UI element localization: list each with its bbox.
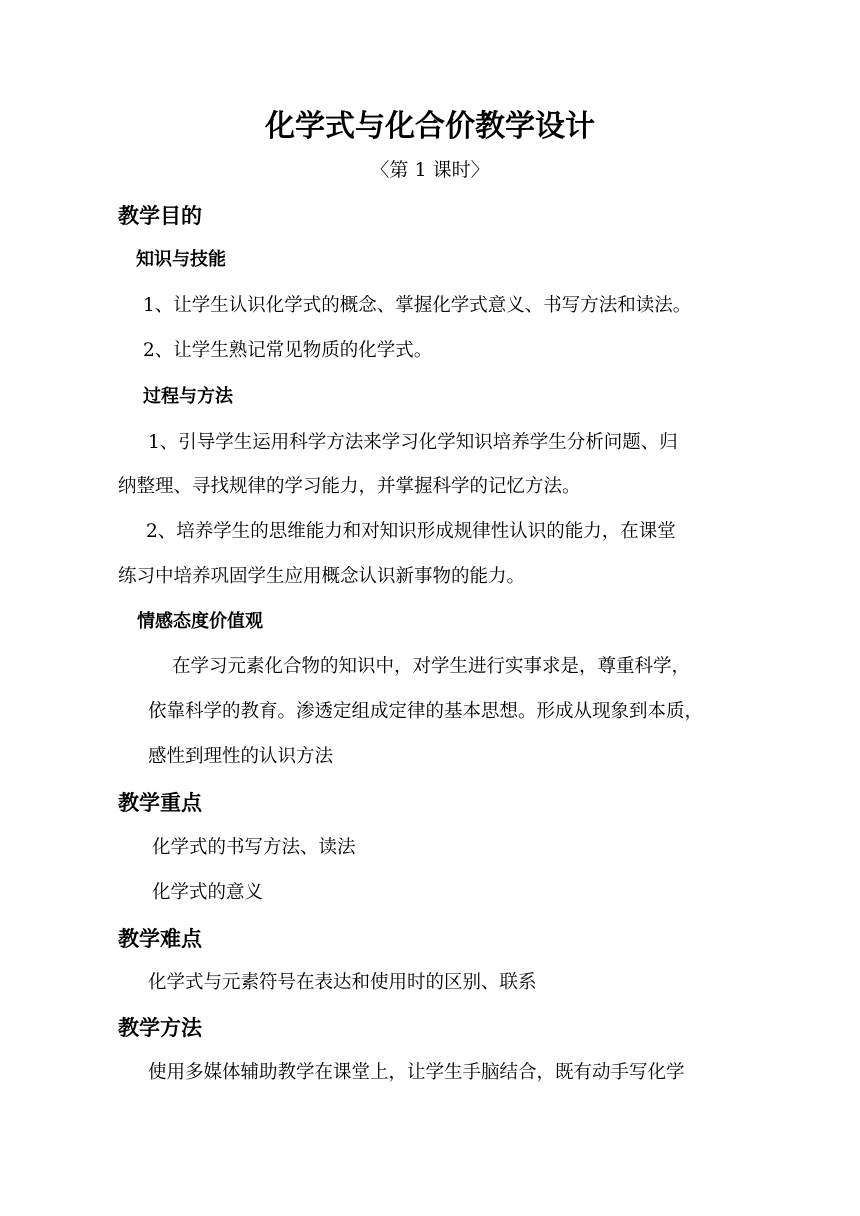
key-point-item-1: 化学式的书写方法、读法 (152, 837, 356, 858)
section-heading-key-points: 教学重点 (118, 791, 202, 815)
section-heading-methods: 教学方法 (118, 1016, 202, 1040)
attitude-line-2: 依靠科学的教育。渗透定组成定律的基本思想。形成从现象到本质， (148, 701, 704, 722)
subheading-attitude: 情感态度价值观 (137, 611, 263, 632)
methods-line-1: 使用多媒体辅助教学在课堂上，让学生手脑结合，既有动手写化学 (148, 1062, 685, 1083)
attitude-line-1: 在学习元素化合物的知识中，对学生进行实事求是，尊重科学， (172, 656, 691, 677)
attitude-line-3: 感性到理性的认识方法 (148, 746, 334, 767)
document-subtitle: 〈第 1 课时〉 (370, 159, 490, 181)
knowledge-item-2: 2、让学生熟记常见物质的化学式。 (143, 340, 433, 361)
section-heading-goals: 教学目的 (118, 204, 202, 228)
process-item-2-line-2: 练习中培养巩固学生应用概念认识新事物的能力。 (118, 566, 526, 587)
process-item-2-line-1: 2、培养学生的思维能力和对知识形成规律性认识的能力，在课堂 (146, 521, 676, 542)
key-point-item-2: 化学式的意义 (152, 882, 264, 903)
knowledge-item-1: 1、让学生认识化学式的概念、掌握化学式意义、书写方法和读法。 (143, 295, 692, 316)
document-title: 化学式与化合价教学设计 (265, 109, 595, 144)
section-heading-difficulties: 教学难点 (118, 927, 202, 951)
subheading-process: 过程与方法 (143, 386, 233, 407)
difficulty-item-1: 化学式与元素符号在表达和使用时的区别、联系 (148, 972, 537, 993)
subheading-knowledge: 知识与技能 (136, 249, 226, 270)
process-item-1-line-2: 纳整理、寻找规律的学习能力，并掌握科学的记忆方法。 (118, 476, 581, 497)
process-item-1-line-1: 1、引导学生运用科学方法来学习化学知识培养学生分析问题、归 (148, 432, 678, 453)
